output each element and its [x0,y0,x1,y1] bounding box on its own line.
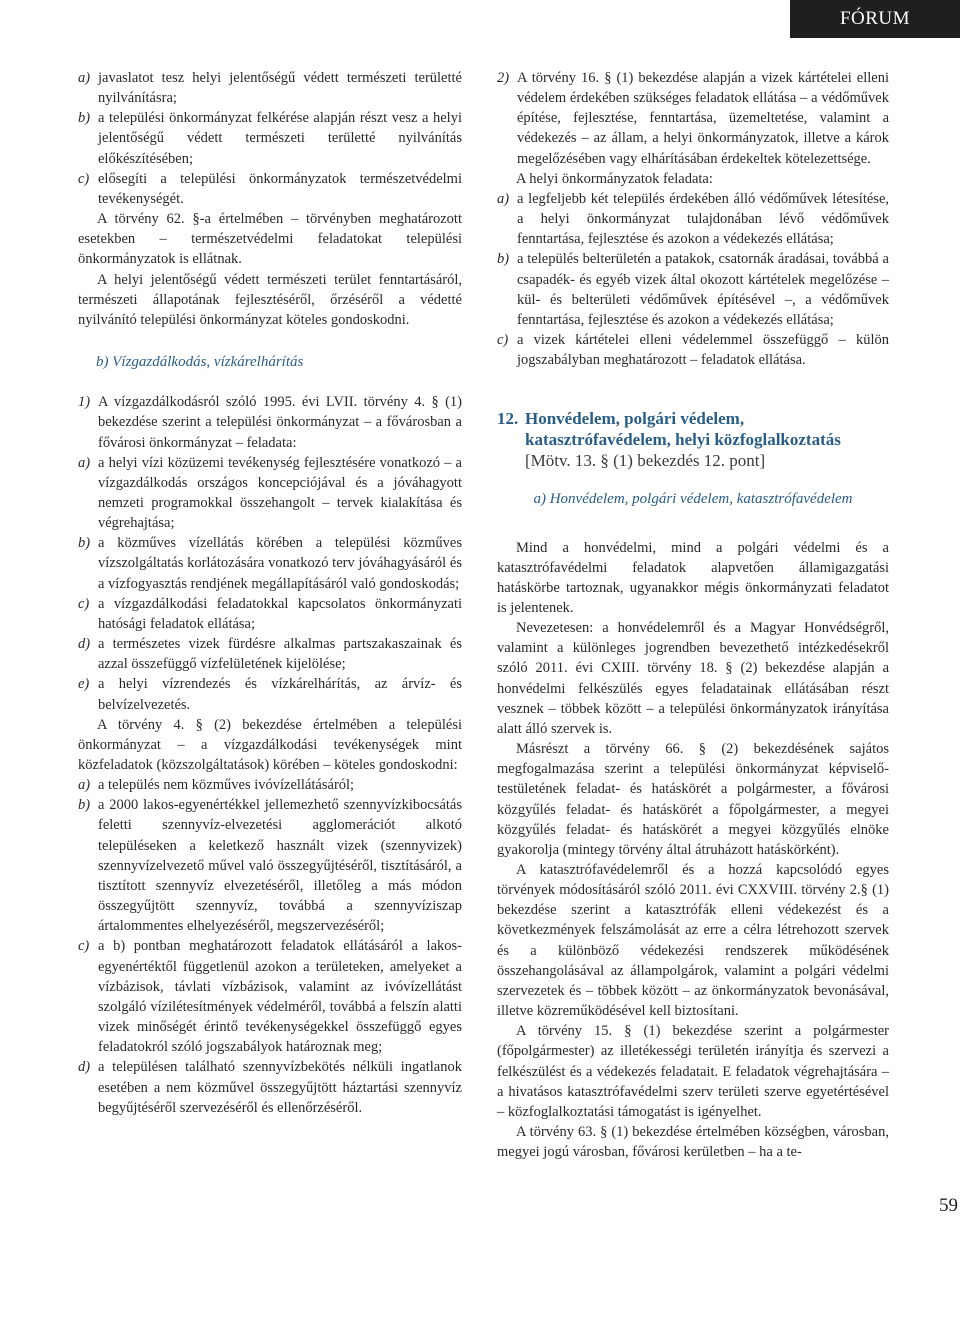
list-text: a helyi vízi közüzemi tevékenység fejlesztésére vonatkozó – a vízgazdálkodás országos koncepciójával és a jóváhagyott nemzeti programokkal összehangolt – tervek kialakítása és végrehajtása; [98,454,462,532]
list-item [78,68,462,108]
list-item [78,594,462,634]
list-label: b) [78,797,91,814]
list-label: e) [78,676,90,693]
list-label: d) [78,1059,91,1076]
list-label: a) [78,777,91,794]
list-text: a közműves vízellátás körében a települési közműves vízszolgáltatás korlátozására vonatkozó terv jóváhagyásáról és a vízfogyasztás rendjének megállapításáról való gondoskodás; [98,535,462,592]
list-item [497,189,889,249]
list-item [78,169,462,209]
list-text: a település nem közműves ivóvízellátásáról; [98,777,355,794]
list-label: c) [78,595,90,612]
section-title-line2: katasztrófavédelem, helyi közfoglalkoztatás [525,430,841,450]
list-label: c) [497,332,509,349]
list-item [497,249,889,330]
list-item [78,634,462,674]
right-column [497,68,889,1162]
section-heading [497,408,889,471]
paragraph: A helyi önkormányzatok feladata: [516,170,713,187]
paragraph: A katasztrófavédelemről és a hozzá kapcsolódó egyes törvények módosításáról szóló 2011. évi CXXVIII. törvény 2.§ (1) bekezdése szerint a katasztrófák elleni védekezést és a következmények felszámolását az erre a célra létrehozott szervek és a különböző védekezési rendszerek működésének összehangolásával az állampolgárok, valamint a polgári védelmi szervezetek és – többek között – az önkormányzatok bevonásával, illetve közreműködésével kell biztosítani. [497,862,889,1020]
paragraph: Mind a honvédelmi, mind a polgári védelmi és a katasztrófavédelmi feladatok alapvetően államigazgatási hatáskörbe tartoznak, ugyanakkor mégis önkormányzati feladatot is jelentenek. [497,539,889,616]
page-number: 59 [939,1195,958,1216]
list-label: c) [78,938,90,955]
forum-section-tab [790,0,960,38]
list-text: a természetes vizek fürdésre alkalmas partszakaszainak és azzal összefüggő vízfelületének kijelölése; [98,636,462,673]
list-item [78,108,462,168]
list-text: a legfeljebb két település érdekében álló védőművek létesítése, a helyi önkormányzat tulajdonában lévő védőművek fenntartása, fejlesztése és azokon a védekezés ellátása; [517,190,889,248]
list-text: a vizek kártételei elleni védelemmel összefüggő – külön jogszabályban meghatározott – feladatok ellátása. [517,332,889,369]
list-item [78,453,462,534]
list-label: b) [497,251,510,268]
left-column [78,68,462,1118]
list-label: d) [78,636,91,653]
list-item [78,795,462,936]
numbered-item [497,68,889,169]
list-text: a vízgazdálkodási feladatokkal kapcsolatos önkormányzati hatósági feladatok ellátása; [98,595,462,632]
list-text: a települési önkormányzat felkérése alapján részt vesz a helyi jelentőségű védett természeti területté nyilvánítás előkészítésében; [98,110,462,167]
paragraph: A törvény 4. § (2) bekezdése értelmében a települési önkormányzat – a vízgazdálkodási tevékenységek mint közfeladatok (közszolgáltatások) körében – köteles gondoskodni: [78,716,462,773]
list-text: javaslatot tesz helyi jelentőségű védett természeti területté nyilvánításra; [98,70,462,107]
list-label: a) [497,190,510,207]
list-label: b) [78,535,91,552]
paragraph: A törvény 15. § (1) bekezdése szerint a polgármester (főpolgármester) az illetékességi területén irányítja és szervezi a felkészülést és a védekezés feladatait. E feladatok végrehajtására – a hivatásos katasztrófavédelmi szerv területi szerve egyetértésével – közfoglalkoztatási támogatást is igényelhet. [497,1023,889,1120]
list-label: 1) [78,394,91,411]
list-text: a 2000 lakos-egyenértékkel jellemezhető szennyvízkibocsátás feletti szennyvíz-elvezetési agglomerációt alkotó településeken a keletkező használt vizek (szennyvizek) szennyvízelvezető művel való összegyűjtéséről, tisztításáról, a tisztított szennyvíz elvezetéséről, illetőleg a más módon összegyűjtött szennyvíz, továbbá a szennyvíziszap ártalommentes elhelyezéséről, megszervezéséről; [98,797,462,935]
list-item [78,775,462,795]
list-label: a) [78,70,91,86]
list-label: b) [78,110,91,127]
paragraph: Másrészt a törvény 66. § (2) bekezdésének sajátos megfogalmazása szerint a települési önkormányzat képviselő-testületének feladat- és hatáskörét a polgármester, a fővárosi közgyűlés feladat- és hatáskörét a főpolgármester, a megyei közgyűlés feladat- és hatáskörét a megyei közgyűlés elnöke gyakorolja (mintegy törvény által átruházott hatáskörként). [497,741,889,858]
list-text: a b) pontban meghatározott feladatok ellátásáról a lakos-egyenértéktől függetlenül azokon a területeken, amelyeket a vízbázisok, távlati vízbázisok, valamint az ivóvízellátást szolgáló vízilétesítmények védelméről, továbbá a felszín alatti vizek minőségét érintő tevékenységekkel összefüggő egyes feladatokról szóló jogszabályok határoznak meg; [98,938,462,1056]
list-label: a) [78,454,91,471]
paragraph: A törvény 62. §-a értelmében – törvényben meghatározott esetekben – természetvédelmi feladatokat települési önkormányzatok is ellátnak. [78,211,462,268]
list-text: A törvény 16. § (1) bekezdése alapján a vizek kártételei elleni védelem érdekében szükséges feladatok ellátása – a védőművek építése, fejlesztése, fenntartása, üzemeltetése, valamint a védekezés – az állam, a helyi önkormányzatok, illetve a károk megelőzésében vagy elhárításában érdekeltek kötelezettsége. [517,70,889,167]
list-item [78,936,462,1057]
list-item [497,330,889,370]
paragraph: Nevezetesen: a honvédelemről és a Magyar Honvédségről, valamint a különleges jogrendben bevezethető intézkedésekről szóló 2011. évi CXIII. törvény 18. § (2) bekezdése alapján a honvédelmi felkészülés egyes feladatainak ellátásában részt vesznek – többek között – a települési önkormányzatok irányítása alatt álló szervek is. [497,620,889,737]
list-item [78,533,462,593]
list-label: c) [78,170,90,187]
paragraph: A törvény 63. § (1) bekezdése értelmében községben, városban, megyei jogú városban, fővárosi kerületben – ha a te- [497,1124,889,1161]
list-text: elősegíti a települési önkormányzatok természetvédelmi tevékenységét. [98,170,462,207]
list-text: A vízgazdálkodásról szóló 1995. évi LVII. törvény 4. § (1) bekezdése szerint a települési önkormányzat – a fővárosban a fővárosi önkormányzat – feladata: [98,394,462,451]
section-reference: [Mötv. 13. § (1) bekezdés 12. pont] [525,451,766,471]
list-text: a településen található szennyvízbekötés nélküli ingatlanok esetében a nem közművel összegyűjtött háztartási szennyvíz begyűjtéséről szervezéséről és ellenőrzéséről. [98,1059,462,1116]
numbered-item [78,392,462,452]
forum-tab-label: FÓRUM [839,8,911,29]
subheading: b) Vízgazdálkodás, vízkárelhárítás [96,354,304,371]
list-item [78,1057,462,1117]
list-item [78,674,462,714]
section-number: 12. [497,409,519,429]
list-label: 2) [497,70,510,86]
section-title-line1: Honvédelem, polgári védelem, [525,409,745,429]
paragraph: A helyi jelentőségű védett természeti terület fenntartásáról, természeti állapotának fejlesztéséről, őrzéséről a védetté nyilvánító települési önkormányzat köteles gondoskodni. [78,271,462,328]
list-text: a helyi vízrendezés és vízkárelhárítás, az árvíz- és belvízelvezetés. [98,676,462,713]
list-text: a település belterületén a patakok, csatornák áradásai, továbbá a csapadék- és egyéb vizek által okozott kártételek megelőzése – kül- és belterületi védőművek építésével –, a védőművek fenntartása, fejlesztése és azokon a védekezés ellátása; [517,251,889,328]
subheading: a) Honvédelem, polgári védelem, katasztrófavédelem [533,491,853,508]
